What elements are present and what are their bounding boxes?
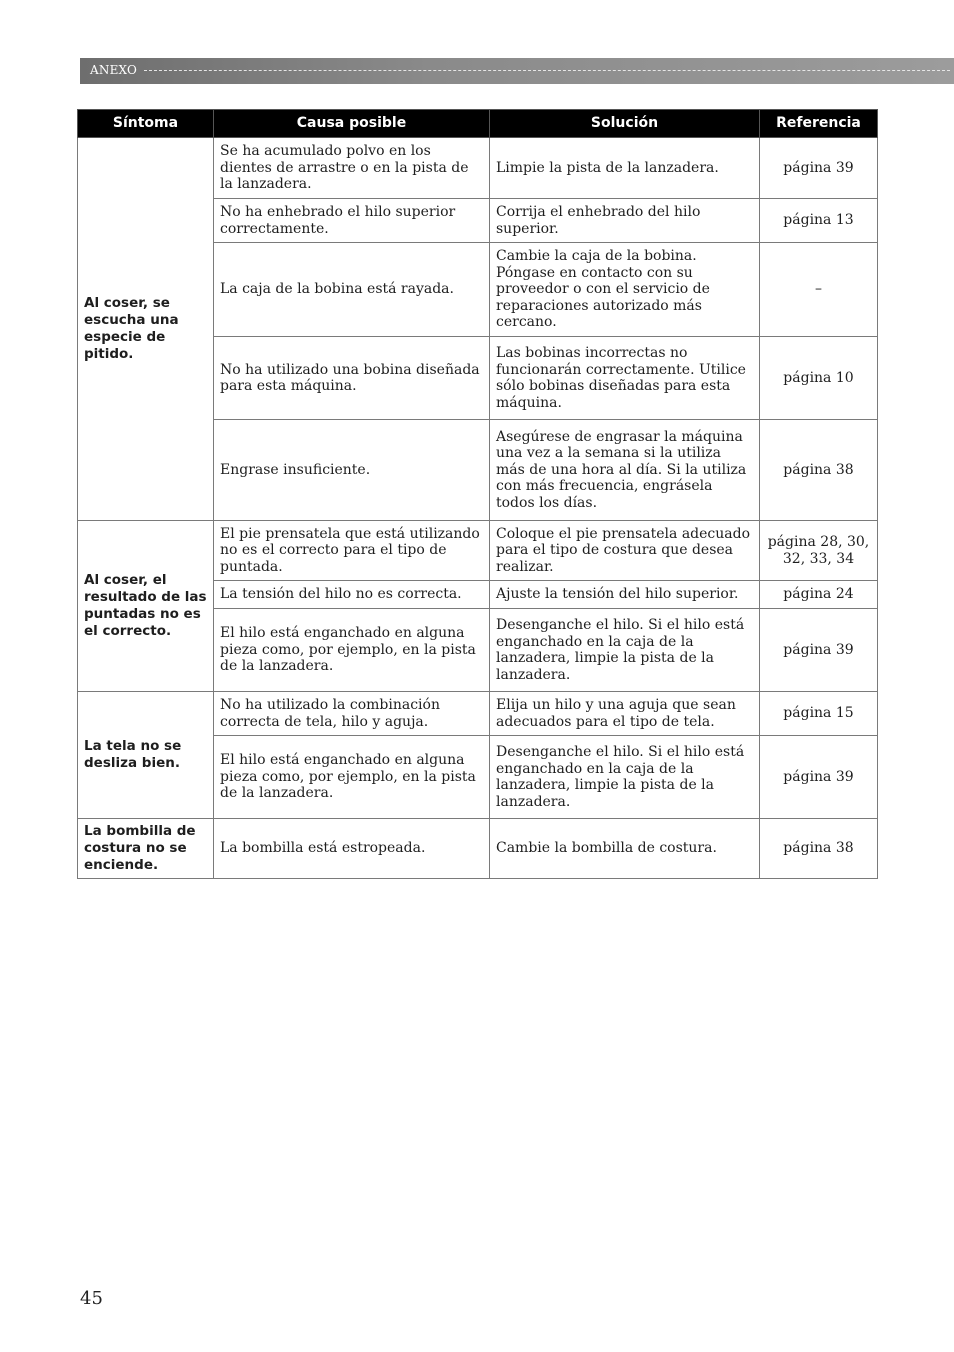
cause-cell: El hilo está enganchado en alguna pieza como, por ejemplo, en la pista de la lanzadera. bbox=[214, 609, 490, 692]
solution-cell: Cambie la bombilla de costura. bbox=[490, 819, 760, 879]
cause-cell: Se ha acumulado polvo en los dientes de arrastre o en la pista de la lanzadera. bbox=[214, 138, 490, 199]
reference-cell: página 24 bbox=[760, 581, 878, 609]
table-row bbox=[78, 819, 878, 879]
table-header-row bbox=[78, 110, 878, 138]
column-header-reference: Referencia bbox=[760, 110, 878, 138]
reference-cell: página 38 bbox=[760, 819, 878, 879]
cause-cell: La tensión del hilo no es correcta. bbox=[214, 581, 490, 609]
reference-cell: página 38 bbox=[760, 420, 878, 521]
cause-cell: La bombilla está estropeada. bbox=[214, 819, 490, 879]
solution-cell: Las bobinas incorrectas no funcionarán correctamente. Utilice sólo bobinas diseñadas para esta máquina. bbox=[490, 337, 760, 420]
reference-cell: página 39 bbox=[760, 736, 878, 819]
cause-cell: No ha enhebrado el hilo superior correctamente. bbox=[214, 199, 490, 243]
solution-cell: Corrija el enhebrado del hilo superior. bbox=[490, 199, 760, 243]
column-header-symptom: Síntoma bbox=[78, 110, 214, 138]
symptom-cell: Al coser, se escucha una especie de pitido. bbox=[78, 138, 214, 521]
reference-cell: – bbox=[760, 243, 878, 337]
symptom-cell: La tela no se desliza bien. bbox=[78, 692, 214, 819]
page-number: 45 bbox=[80, 1288, 103, 1309]
reference-cell: página 13 bbox=[760, 199, 878, 243]
cause-cell: No ha utilizado la combinación correcta de tela, hilo y aguja. bbox=[214, 692, 490, 736]
reference-cell: página 39 bbox=[760, 138, 878, 199]
solution-cell: Elija un hilo y una aguja que sean adecuados para el tipo de tela. bbox=[490, 692, 760, 736]
table-row bbox=[78, 521, 878, 581]
column-header-solution: Solución bbox=[490, 110, 760, 138]
solution-cell: Asegúrese de engrasar la máquina una vez a la semana si la utiliza más de una hora al día. Si la utiliza con más frecuencia, engrásela todos los días. bbox=[490, 420, 760, 521]
cause-cell: Engrase insuficiente. bbox=[214, 420, 490, 521]
section-header-bar bbox=[80, 58, 954, 84]
solution-cell: Coloque el pie prensatela adecuado para el tipo de costura que desea realizar. bbox=[490, 521, 760, 581]
column-header-cause: Causa posible bbox=[214, 110, 490, 138]
cause-cell: El pie prensatela que está utilizando no es el correcto para el tipo de puntada. bbox=[214, 521, 490, 581]
section-label: ANEXO bbox=[90, 63, 138, 77]
cause-cell: El hilo está enganchado en alguna pieza como, por ejemplo, en la pista de la lanzadera. bbox=[214, 736, 490, 819]
reference-cell: página 15 bbox=[760, 692, 878, 736]
table-row bbox=[78, 692, 878, 736]
solution-cell: Ajuste la tensión del hilo superior. bbox=[490, 581, 760, 609]
solution-cell: Limpie la pista de la lanzadera. bbox=[490, 138, 760, 199]
reference-cell: página 28, 30, 32, 33, 34 bbox=[760, 521, 878, 581]
cause-cell: No ha utilizado una bobina diseñada para esta máquina. bbox=[214, 337, 490, 420]
header-dashed-rule bbox=[144, 70, 950, 71]
symptom-cell: La bombilla de costura no se enciende. bbox=[78, 819, 214, 879]
cause-cell: La caja de la bobina está rayada. bbox=[214, 243, 490, 337]
reference-cell: página 10 bbox=[760, 337, 878, 420]
solution-cell: Desenganche el hilo. Si el hilo está enganchado en la caja de la lanzadera, limpie la pista de la lanzadera. bbox=[490, 609, 760, 692]
table-row bbox=[78, 138, 878, 199]
solution-cell: Cambie la caja de la bobina. Póngase en contacto con su proveedor o con el servicio de reparaciones autorizado más cercano. bbox=[490, 243, 760, 337]
troubleshooting-table bbox=[77, 109, 878, 879]
solution-cell: Desenganche el hilo. Si el hilo está enganchado en la caja de la lanzadera, limpie la pista de la lanzadera. bbox=[490, 736, 760, 819]
reference-cell: página 39 bbox=[760, 609, 878, 692]
symptom-cell: Al coser, el resultado de las puntadas no es el correcto. bbox=[78, 521, 214, 692]
